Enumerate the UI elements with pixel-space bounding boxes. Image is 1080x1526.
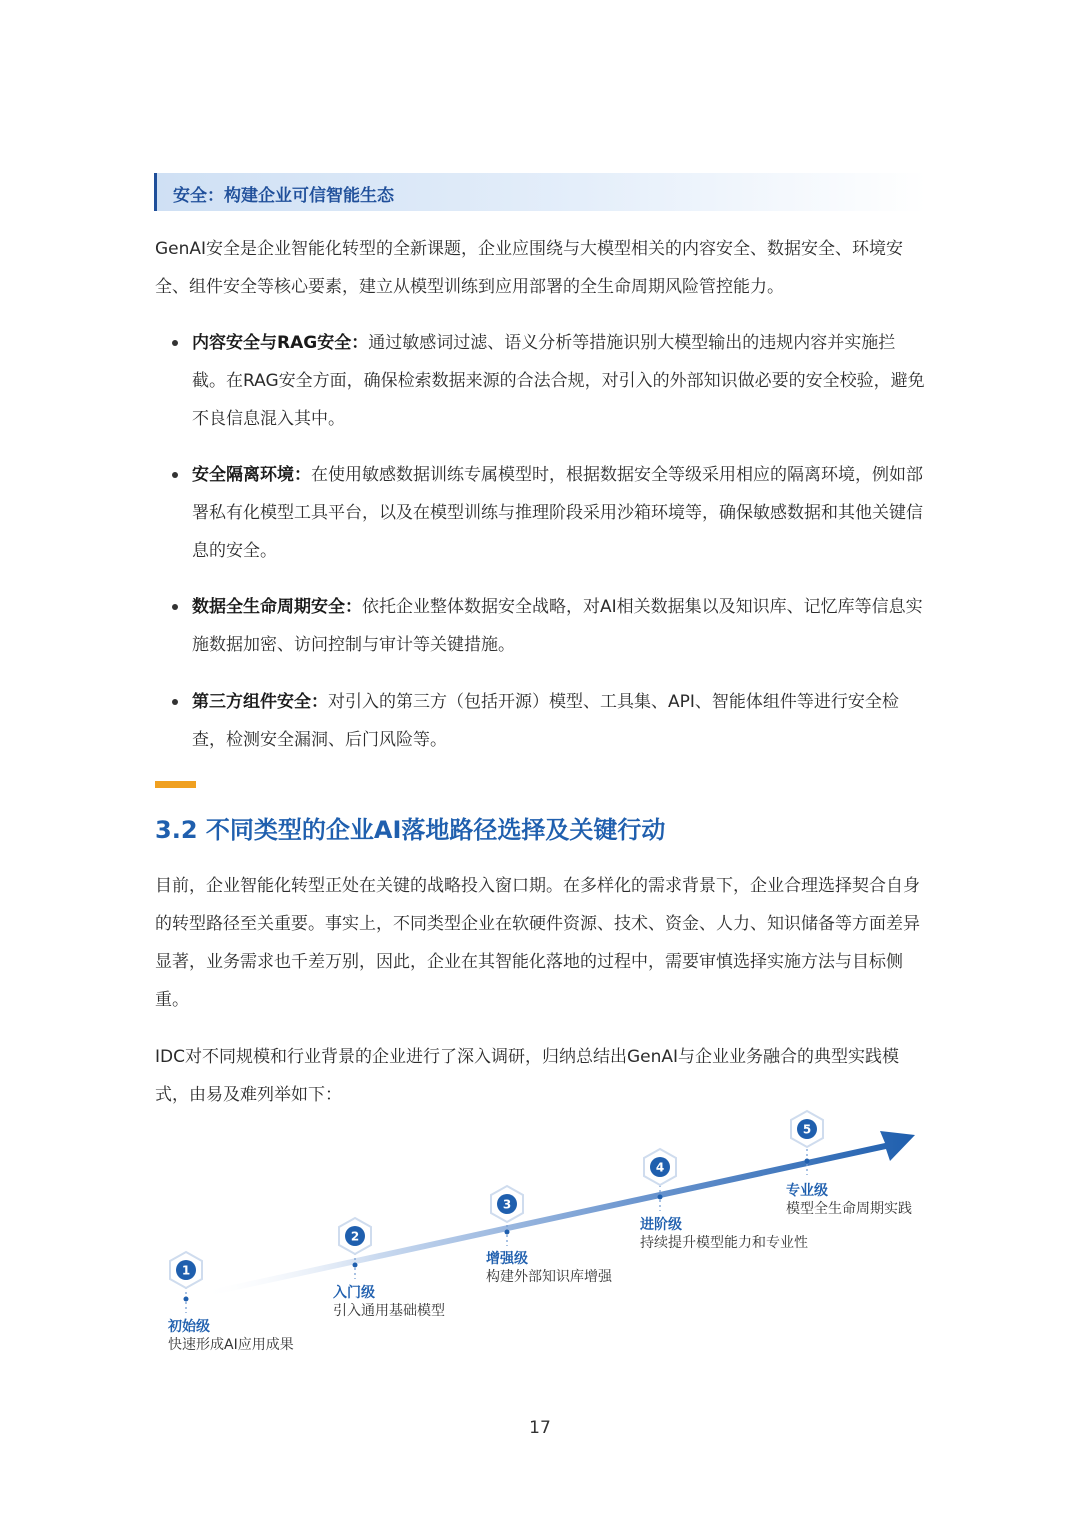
body-paragraph: 目前，企业智能化转型正处在关键的战略投入窗口期。在多样化的需求背景下，企业合理选择契合自身的转型路径至关重要。事实上，不同类型企业在软硬件资源、技术、资金、人力、知识储备等方面差异显著，业务需求也千差万别，因此，企业在其智能化落地的过程中，需要审慎选择实施方法与目标侧重。 [155, 876, 920, 1010]
level-1 [167, 1252, 294, 1353]
level-title: 进阶级 [640, 1217, 682, 1233]
page-number: 17 [529, 1418, 551, 1438]
bullet-term: 数据全生命周期安全： [192, 597, 362, 617]
bullet-item [192, 456, 925, 570]
bullet-dot [172, 699, 178, 705]
bullet-item [192, 683, 925, 759]
body-paragraph: IDC对不同规模和行业背景的企业进行了深入调研，归纳总结出GenAI与企业业务融合的典型实践模式，由易及难列举如下： [155, 1047, 900, 1105]
level-description: 持续提升模型能力和专业性 [640, 1235, 808, 1251]
level-number: 3 [502, 1197, 512, 1212]
level-number: 1 [181, 1263, 191, 1278]
level-title: 初始级 [168, 1319, 210, 1335]
level-title: 入门级 [333, 1285, 375, 1301]
section-banner [154, 173, 927, 211]
bullet-text: 依托企业整体数据安全战略，对AI相关数据集以及知识库、记忆库等信息实施数据加密、访问控制与审计等关键措施。 [192, 597, 923, 655]
level-description: 构建外部知识库增强 [486, 1269, 612, 1285]
level-title: 增强级 [486, 1251, 528, 1267]
bullet-text: 对引入的第三方（包括开源）模型、工具集、API、智能体组件等进行安全检查，检测安全漏洞、后门风险等。 [192, 692, 899, 750]
bullet-text: 通过敏感词过滤、语义分析等措施识别大模型输出的违规内容并实施拦截。在RAG安全方面，确保检索数据来源的合法合规，对引入的外部知识做必要的安全校验，避免不良信息混入其中。 [192, 333, 925, 429]
maturity-path-diagram [150, 1105, 930, 1375]
level-number: 5 [802, 1122, 812, 1137]
level-number: 2 [350, 1229, 360, 1244]
section-heading: 3.2 不同类型的企业AI落地路径选择及关键行动 [155, 816, 666, 844]
bullet-dot [172, 604, 178, 610]
bullet-text: 在使用敏感数据训练专属模型时，根据数据安全等级采用相应的隔离环境，例如部署私有化模型工具平台，以及在模型训练与推理阶段采用沙箱环境等，确保敏感数据和其他关键信息的安全。 [192, 465, 923, 561]
level-4 [639, 1149, 808, 1251]
bullet-dot [172, 472, 178, 478]
level-description: 模型全生命周期实践 [786, 1201, 912, 1217]
bullet-dot [172, 340, 178, 346]
bullet-term: 第三方组件安全： [192, 692, 328, 712]
level-description: 快速形成AI应用成果 [168, 1337, 294, 1353]
bullet-item [192, 324, 925, 438]
section-banner-title: 安全：构建企业可信智能生态 [173, 186, 394, 206]
level-2 [333, 1218, 445, 1319]
section-accent-bar [155, 781, 196, 788]
bullet-item [192, 588, 925, 664]
level-number: 4 [655, 1160, 665, 1175]
level-description: 引入通用基础模型 [333, 1303, 445, 1319]
bullet-term: 内容安全与RAG安全： [192, 333, 369, 353]
intro-paragraph: GenAI安全是企业智能化转型的全新课题，企业应围绕与大模型相关的内容安全、数据安全、环境安全、组件安全等核心要素，建立从模型训练到应用部署的全生命周期风险管控能力。 [155, 239, 904, 297]
bullet-term: 安全隔离环境： [192, 465, 311, 485]
level-title: 专业级 [786, 1183, 828, 1199]
level-3 [486, 1186, 613, 1285]
